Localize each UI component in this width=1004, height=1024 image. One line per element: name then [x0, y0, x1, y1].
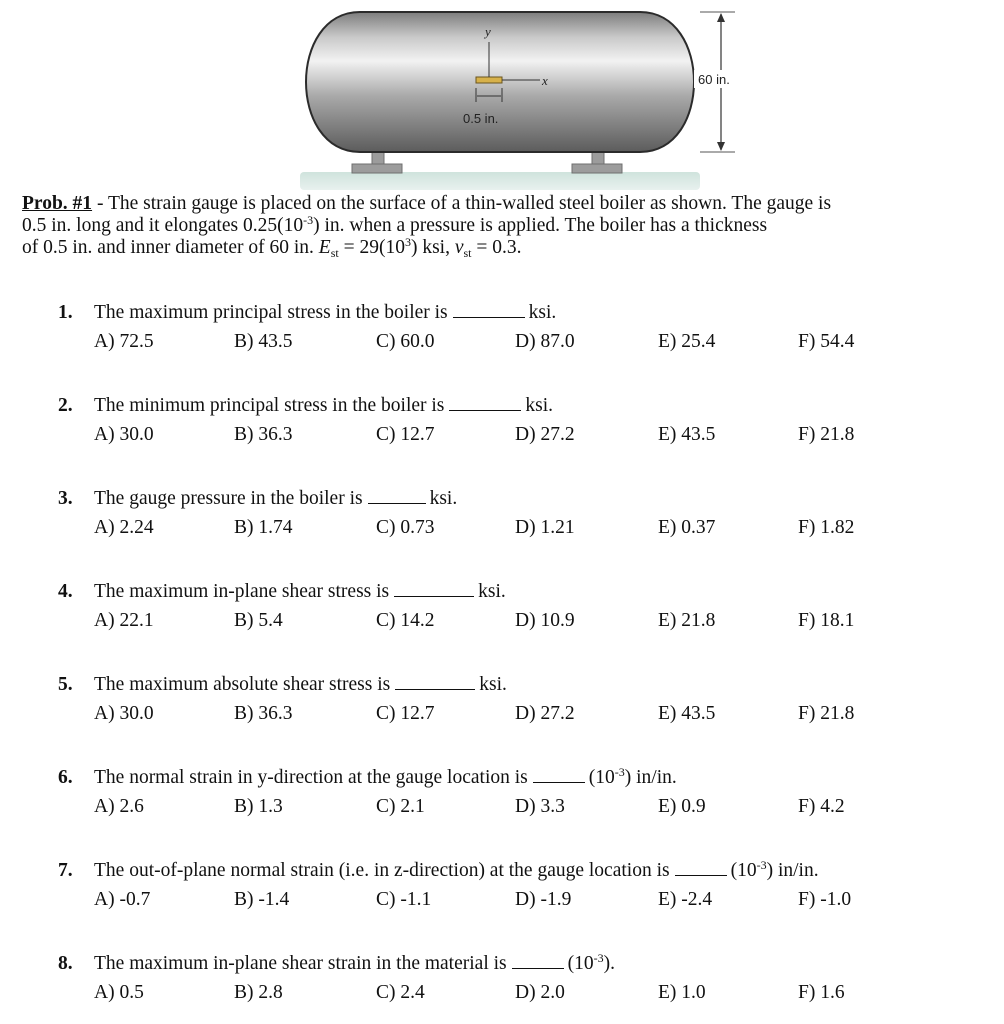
problem-line-2	[22, 215, 997, 237]
poisson-symbol: ν	[454, 237, 464, 258]
question-unit-suffix: ) in/in.	[624, 767, 677, 788]
problem-text-2b: ) in. when a pressure is applied. The boiler has a thickness	[313, 215, 768, 236]
question-text: The minimum principal stress in the boiler is	[94, 395, 445, 416]
problem-separator: -	[92, 193, 108, 214]
question-unit: ksi.	[478, 581, 506, 602]
question-unit: (10	[588, 767, 615, 788]
answer-option[interactable]: C) 12.7	[376, 703, 435, 724]
problem-statement	[22, 193, 997, 259]
answer-blank[interactable]	[395, 672, 475, 690]
question-unit: ksi.	[429, 488, 458, 509]
question-number: 3.	[58, 488, 73, 509]
answer-blank[interactable]	[453, 300, 525, 318]
answer-option[interactable]: E) 43.5	[658, 424, 716, 445]
answer-option[interactable]: E) 0.9	[658, 796, 706, 817]
answer-option[interactable]: D) 2.0	[515, 982, 565, 1003]
answer-option[interactable]: B) -1.4	[234, 889, 290, 910]
question-item	[0, 486, 1004, 546]
question-text: The maximum absolute shear stress is	[94, 674, 391, 695]
answer-option[interactable]: F) -1.0	[798, 889, 852, 910]
problem-line-3	[22, 237, 997, 259]
question-number: 2.	[58, 395, 73, 416]
answer-blank[interactable]	[512, 951, 564, 969]
answer-option[interactable]: C) 12.7	[376, 424, 435, 445]
problem-text-3a: of 0.5 in. and inner diameter of 60 in.	[22, 237, 319, 258]
question-item	[0, 579, 1004, 639]
answer-blank[interactable]	[533, 765, 585, 783]
poisson-subscript: st	[463, 246, 472, 260]
question-number: 8.	[58, 953, 73, 974]
answer-option[interactable]: F) 21.8	[798, 424, 855, 445]
answer-option[interactable]: B) 1.3	[234, 796, 283, 817]
answer-option[interactable]: E) 25.4	[658, 331, 716, 352]
question-item	[0, 393, 1004, 453]
answer-blank[interactable]	[449, 393, 521, 411]
problem-text-3b: = 29(10	[338, 237, 405, 258]
question-unit: (10	[730, 860, 757, 881]
answer-option[interactable]: A) 0.5	[94, 982, 144, 1003]
question-stem	[58, 579, 506, 603]
question-item	[0, 951, 1004, 1011]
answer-option[interactable]: C) 2.1	[376, 796, 425, 817]
answer-option[interactable]: B) 2.8	[234, 982, 283, 1003]
question-unit: (10	[567, 953, 594, 974]
answer-option[interactable]: A) 30.0	[94, 424, 154, 445]
question-text: The gauge pressure in the boiler is	[94, 488, 363, 509]
question-unit: ksi.	[525, 395, 554, 416]
answer-option[interactable]: F) 1.6	[798, 982, 845, 1003]
question-item	[0, 672, 1004, 732]
question-stem	[58, 765, 677, 789]
answer-option[interactable]: F) 4.2	[798, 796, 845, 817]
question-item	[0, 300, 1004, 360]
exponent: -3	[756, 858, 767, 872]
question-number: 6.	[58, 767, 73, 788]
answer-option[interactable]: F) 21.8	[798, 703, 855, 724]
question-stem	[58, 300, 556, 324]
question-stem	[58, 486, 457, 510]
problem-text-1: The strain gauge is placed on the surface of a thin-walled steel boiler as shown. The gauge is	[107, 193, 832, 214]
modulus-subscript: st	[330, 246, 339, 260]
question-unit: ksi.	[528, 302, 557, 323]
exponent: -3	[303, 213, 314, 227]
exponent: 3	[404, 235, 411, 249]
answer-option[interactable]: B) 36.3	[234, 424, 293, 445]
question-number: 4.	[58, 581, 73, 602]
answer-option[interactable]: F) 1.82	[798, 517, 855, 538]
question-unit-suffix: ).	[603, 953, 615, 974]
answer-option[interactable]: A) 72.5	[94, 331, 154, 352]
question-stem	[58, 858, 819, 882]
problem-text-3c: ) ksi,	[410, 237, 455, 258]
answer-option[interactable]: C) 2.4	[376, 982, 425, 1003]
answer-option[interactable]: F) 18.1	[798, 610, 855, 631]
x-axis-label: x	[542, 73, 548, 88]
modulus-symbol: E	[318, 237, 331, 258]
problem-text-3d: = 0.3.	[471, 237, 522, 258]
answer-option[interactable]: C) -1.1	[376, 889, 432, 910]
question-text: The maximum in-plane shear strain in the material is	[94, 953, 507, 974]
answer-option[interactable]: E) -2.4	[658, 889, 713, 910]
problem-line-1	[22, 193, 997, 215]
question-text: The normal strain in y-direction at the gauge location is	[94, 767, 528, 788]
answer-option[interactable]: D) 27.2	[515, 424, 575, 445]
answer-option[interactable]: D) 3.3	[515, 796, 565, 817]
question-item	[0, 858, 1004, 918]
question-number: 1.	[58, 302, 73, 323]
diameter-label: 60 in.	[698, 72, 730, 87]
question-text: The maximum principal stress in the boiler is	[94, 302, 448, 323]
question-text: The maximum in-plane shear stress is	[94, 581, 390, 602]
answer-blank[interactable]	[675, 858, 727, 876]
answer-blank[interactable]	[394, 579, 474, 597]
question-item	[0, 765, 1004, 825]
ground-slab	[300, 172, 700, 190]
question-number: 7.	[58, 860, 73, 881]
answer-option[interactable]: A) 2.6	[94, 796, 144, 817]
question-stem	[58, 951, 615, 975]
answer-option[interactable]: D) 1.21	[515, 517, 575, 538]
question-unit-suffix: ) in/in.	[766, 860, 819, 881]
question-number: 5.	[58, 674, 73, 695]
question-stem	[58, 672, 507, 696]
exponent: -3	[614, 765, 625, 779]
gauge-length-label: 0.5 in.	[463, 111, 499, 126]
answer-option[interactable]: A) 2.24	[94, 517, 154, 538]
boiler-figure	[0, 0, 1004, 195]
question-unit: ksi.	[479, 674, 507, 695]
answer-option[interactable]: D) 10.9	[515, 610, 575, 631]
answer-option[interactable]: A) -0.7	[94, 889, 151, 910]
answer-option[interactable]: E) 21.8	[658, 610, 716, 631]
exponent: -3	[593, 951, 604, 965]
answer-blank[interactable]	[368, 486, 426, 504]
question-stem	[58, 393, 553, 417]
question-text: The out-of-plane normal strain (i.e. in z-direction) at the gauge location is	[94, 860, 670, 881]
answer-option[interactable]: B) 36.3	[234, 703, 293, 724]
answer-option[interactable]: B) 1.74	[234, 517, 293, 538]
answer-option[interactable]: C) 0.73	[376, 517, 435, 538]
answer-option[interactable]: A) 30.0	[94, 703, 154, 724]
answer-option[interactable]: D) 87.0	[515, 331, 575, 352]
answer-option[interactable]: E) 0.37	[658, 517, 716, 538]
answer-option[interactable]: C) 60.0	[376, 331, 435, 352]
answer-option[interactable]: F) 54.4	[798, 331, 855, 352]
answer-option[interactable]: E) 1.0	[658, 982, 706, 1003]
answer-option[interactable]: B) 43.5	[234, 331, 293, 352]
answer-option[interactable]: C) 14.2	[376, 610, 435, 631]
y-axis-label: y	[485, 24, 491, 39]
answer-option[interactable]: A) 22.1	[94, 610, 154, 631]
problem-text-2a: 0.5 in. long and it elongates 0.25(10	[22, 215, 304, 236]
answer-option[interactable]: E) 43.5	[658, 703, 716, 724]
answer-option[interactable]: D) 27.2	[515, 703, 575, 724]
answer-option[interactable]: D) -1.9	[515, 889, 572, 910]
answer-option[interactable]: B) 5.4	[234, 610, 283, 631]
strain-gauge	[476, 77, 502, 83]
problem-title: Prob. #1	[22, 193, 93, 214]
